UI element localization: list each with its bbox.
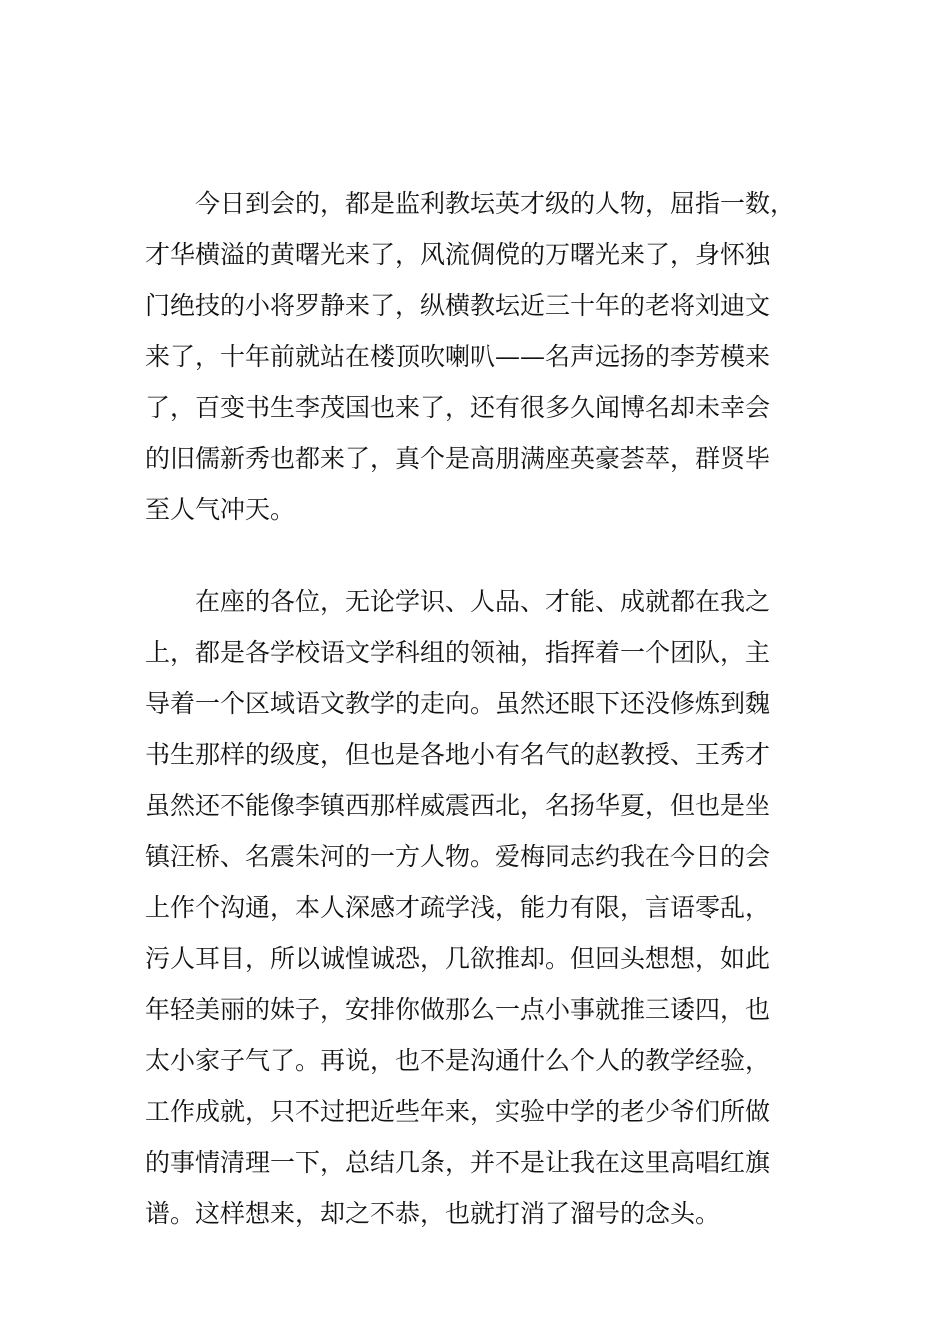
text-line: 来了，十年前就站在楼顶吹喇叭——名声远扬的李芳模来: [145, 342, 771, 371]
text-line: 年轻美丽的妹子，安排你做那么一点小事就推三诿四，也: [145, 995, 771, 1024]
text-line: 工作成就，只不过把近些年来，实验中学的老少爷们所做: [145, 1097, 771, 1126]
text-line: 污人耳目，所以诚惶诚恐，几欲推却。但回头想想，如此: [145, 944, 771, 973]
text-line: 今日到会的，都是监利教坛英才级的人物，屈指一数，: [145, 189, 796, 218]
text-line: 虽然还不能像李镇西那样威震西北，名扬华夏，但也是坐: [145, 791, 771, 820]
text-line: 的事情清理一下，总结几条，并不是让我在这里高唱红旗: [145, 1148, 771, 1177]
text-line: 上，都是各学校语文学科组的领袖，指挥着一个团队，主: [145, 638, 771, 667]
text-line: 的旧儒新秀也都来了，真个是高朋满座英豪荟萃，群贤毕: [145, 444, 771, 473]
text-line: 才华横溢的黄曙光来了，风流倜傥的万曙光来了，身怀独: [145, 240, 771, 269]
text-line: 书生那样的级度，但也是各地小有名气的赵教授、王秀才: [145, 740, 771, 769]
text-line: 了，百变书生李茂国也来了，还有很多久闻博名却未幸会: [145, 393, 771, 422]
text-line: 谱。这样想来，却之不恭，也就打消了溜号的念头。: [145, 1199, 721, 1228]
text-line: 导着一个区域语文教学的走向。虽然还眼下还没修炼到魏: [145, 689, 771, 718]
text-line: 在座的各位，无论学识、人品、才能、成就都在我之: [145, 587, 771, 616]
text-line: 门绝技的小将罗静来了，纵横教坛近三十年的老将刘迪文: [145, 291, 771, 320]
paragraph-2: [145, 576, 825, 1239]
text-line: 至人气冲天。: [145, 495, 296, 524]
text-line: 上作个沟通，本人深感才疏学浅，能力有限，言语零乱，: [145, 893, 771, 922]
text-line: 镇汪桥、名震朱河的一方人物。爱梅同志约我在今日的会: [145, 842, 771, 871]
paragraph-1: [145, 178, 825, 535]
text-line: 太小家子气了。再说，也不是沟通什么个人的教学经验，: [145, 1046, 771, 1075]
